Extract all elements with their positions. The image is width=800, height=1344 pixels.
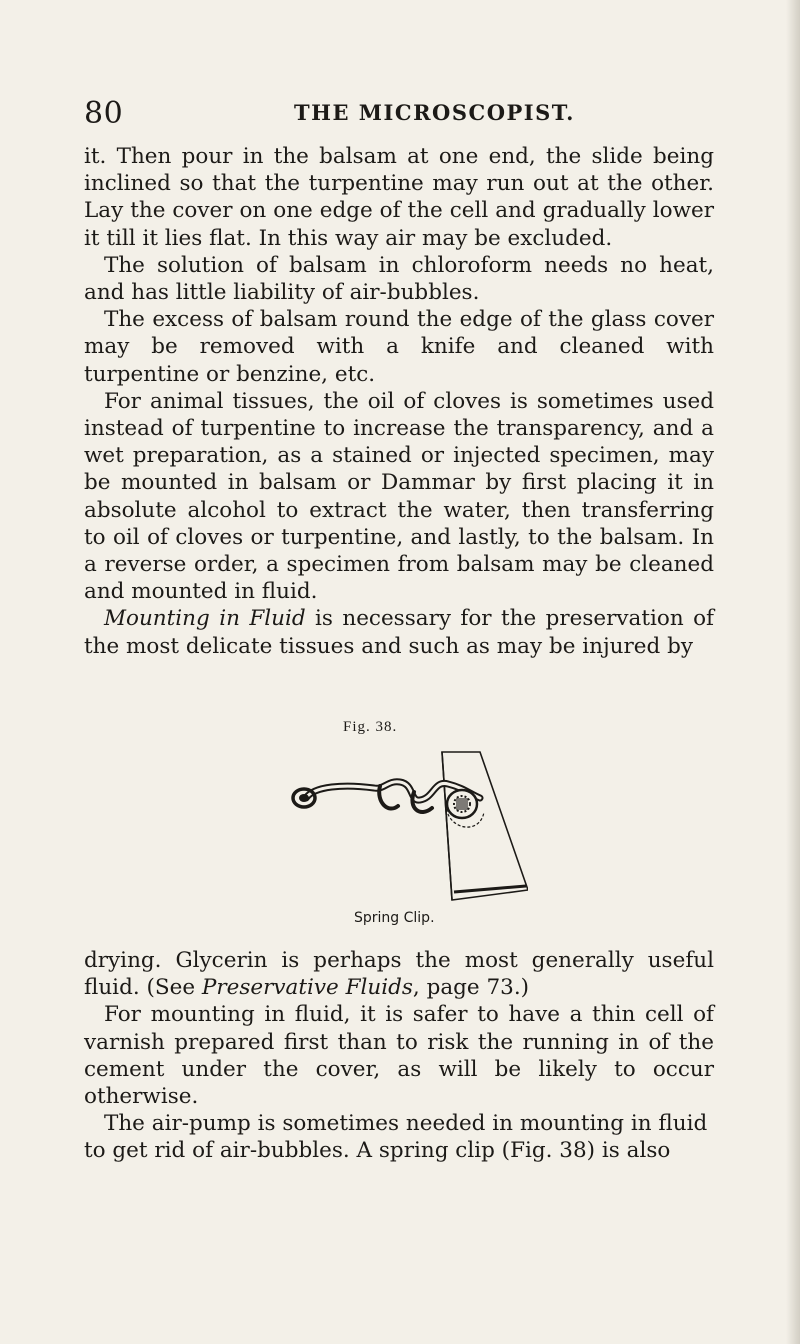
page-number: 80 bbox=[84, 96, 124, 131]
paragraph-text: , page 73.) bbox=[412, 975, 530, 1001]
page-header bbox=[84, 96, 714, 136]
paragraph: For mounting in fluid, it is safer to have a thin cell of varnish prepared first than to risk the running in of the cement under the cover, as will be likely to occur otherwise. bbox=[84, 1002, 714, 1110]
paragraph bbox=[84, 947, 714, 1001]
spring-clip-figure bbox=[284, 740, 528, 908]
running-head: THE MICROSCOPIST. bbox=[294, 100, 575, 125]
paragraph: it. Then pour in the balsam at one end, the slide being inclined so that the turpentine may run out at the other. Lay the cover on one edge of the cell and gradually lower it till it lies flat. In this way air may be excluded. bbox=[84, 144, 714, 251]
spring-clip-illustration bbox=[284, 740, 528, 908]
italic-reference: Preservative Fluids bbox=[201, 975, 413, 1001]
page-edge-shadow bbox=[786, 0, 800, 1344]
paragraph: The excess of balsam round the edge of the glass cover may be removed with a knife and cleaned with turpentine or benzine, etc. bbox=[84, 307, 714, 387]
figure-label: Fig. 38. bbox=[343, 719, 398, 735]
paragraph: For animal tissues, the oil of cloves is sometimes used instead of turpentine to increase the transparency, and a wet preparation, as a stained or injected specimen, may be mounted in balsam or Dammar by first placing it in absolute alcohol to extract the water, then transferring to oil of cloves or turpentine, and lastly, to the balsam. In a reverse order, a specimen from balsam may be cleaned and mounted in fluid. bbox=[84, 388, 714, 605]
paragraph-text: is necessary for the preservation of the most delicate tissues and such as may be injured by bbox=[84, 606, 714, 659]
paragraph: The air-pump is sometimes needed in mounting in fluid to get rid of air-bubbles. A spring clip (Fig. 38) is also bbox=[84, 1111, 708, 1164]
paragraph-mounting-in-fluid bbox=[84, 605, 714, 659]
section-heading-italic: Mounting in Fluid bbox=[104, 606, 306, 632]
paragraph-text: drying. Glycerin is perhaps the most generally useful fluid. (See bbox=[84, 948, 714, 1001]
paragraph: The solution of balsam in chloroform needs no heat, and has little liability of air-bubbles. bbox=[84, 252, 714, 306]
slide-outline bbox=[442, 752, 528, 900]
text-block-bottom bbox=[84, 947, 714, 1165]
figure-caption: Spring Clip. bbox=[354, 910, 435, 926]
text-block-top bbox=[84, 143, 714, 660]
